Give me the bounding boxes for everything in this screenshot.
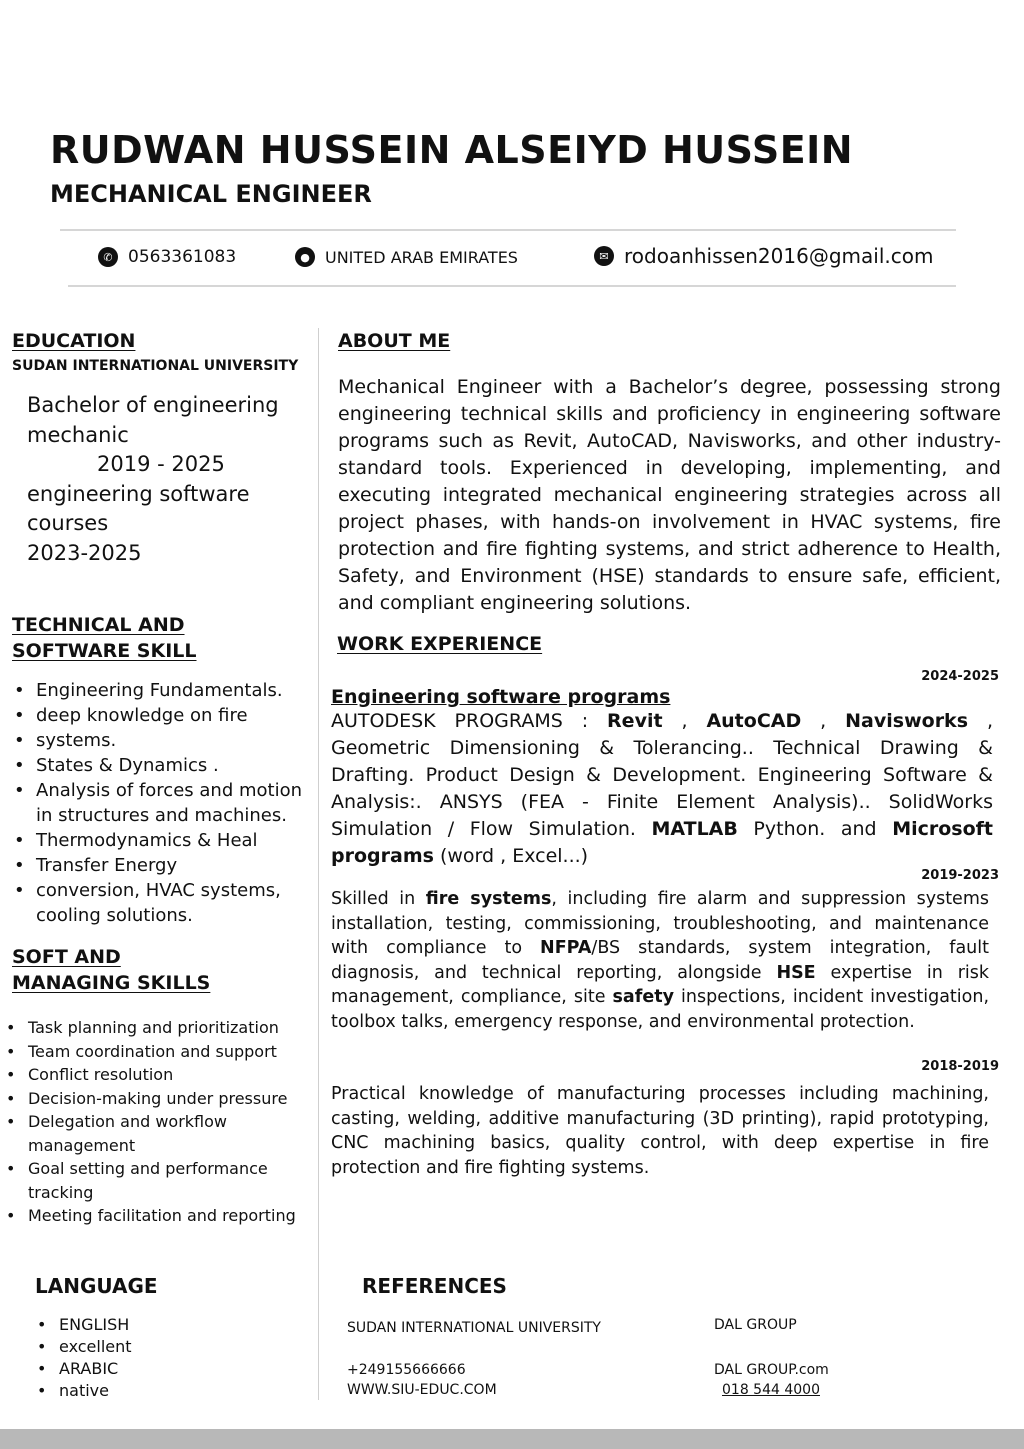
- description-text: Python. and: [737, 818, 893, 840]
- column-divider: [318, 328, 319, 1400]
- description-text: inspections, incident investigation, toolbox talks, emergency response, and environmental protection.: [331, 987, 990, 1032]
- education-heading: EDUCATION: [12, 330, 136, 352]
- location-text: UNITED ARAB EMIRATES: [325, 247, 518, 267]
- language-item: • ENGLISH: [35, 1314, 295, 1336]
- description-text: ,: [801, 710, 846, 732]
- work-heading: [337, 633, 542, 655]
- language-item: • excellent: [35, 1336, 295, 1358]
- bold-keyword: HSE: [776, 962, 816, 983]
- skill-item: • Task planning and prioritization: [4, 1016, 312, 1040]
- language-item: • native: [35, 1380, 295, 1402]
- skill-item: • Delegation and workflow management: [4, 1110, 312, 1157]
- divider: [60, 229, 956, 231]
- entry-title: Engineering software programs: [331, 686, 671, 708]
- references-heading: REFERENCES: [362, 1274, 507, 1298]
- reference-website[interactable]: WWW.SIU-EDUC.COM: [347, 1382, 497, 1398]
- bold-keyword: fire systems: [425, 889, 552, 909]
- about-text: Mechanical Engineer with a Bachelor’s degree, possessing strong engineering technical skills and proficiency in engineering software programs such as Revit, AutoCAD, Navisworks, and other industry-standard tools. Experienced in developing, implementing, and executing integrated mechanical engineering strategies across all project phases, with hands-on involvement in HVAC systems, fire protection and fire fighting systems, and strict adherence to Health, Safety, and Environment (HSE) standards to ensure safe, efficient, and compliant engineering solutions.: [338, 376, 1001, 614]
- heading-line: TECHNICAL AND: [12, 614, 185, 636]
- skill-item: • Conflict resolution: [4, 1063, 312, 1087]
- divider: [68, 285, 956, 287]
- soft-heading: [12, 944, 312, 996]
- phone-text: 0563361083: [128, 247, 237, 267]
- entry-years: 2019-2023: [921, 868, 999, 883]
- skill-item: • systems.: [12, 728, 312, 753]
- references-section: [362, 1274, 962, 1298]
- bold-keyword: Navisworks: [845, 710, 969, 732]
- reference-dal-group: [714, 1315, 829, 1400]
- bold-keyword: MATLAB: [651, 818, 738, 840]
- candidate-name: RUDWAN HUSSEIN ALSEIYD HUSSEIN: [50, 128, 854, 172]
- work-entry: [331, 669, 999, 870]
- entry-years: 2024-2025: [921, 669, 999, 684]
- description-text: Practical knowledge of manufacturing processes including machining, casting, welding, additive manufacturing (3D printing), rapid prototyping, CNC machining basics, quality control, with deep expertise in fire protection and fire fighting systems.: [331, 1084, 989, 1178]
- reference-name: SUDAN INTERNATIONAL UNIVERSITY: [347, 1320, 601, 1336]
- degree-line: Bachelor of engineering: [27, 393, 279, 417]
- description-text: , Geometric Dimensioning & Tolerancing.. Technical Drawing & Drafting. Product Design & Development. Engineering Software & Analysis:. ANSYS (FEA - Finite Element Analysis).. SolidWorks Simulation / Flow Simulation.: [331, 710, 993, 840]
- description-text: ,: [662, 710, 707, 732]
- entry-description: [331, 708, 993, 870]
- course-line: courses: [27, 511, 109, 535]
- reference-university: [347, 1318, 601, 1400]
- technical-heading: [12, 612, 312, 664]
- reference-phone[interactable]: 018 544 4000: [722, 1382, 820, 1398]
- phone-icon: ✆: [98, 247, 118, 267]
- contact-phone: [98, 247, 236, 267]
- skill-item: • States & Dynamics .: [12, 753, 312, 778]
- degree-line: mechanic: [27, 422, 129, 447]
- soft-skills-section: [12, 944, 312, 1228]
- technical-skills-section: [12, 612, 312, 928]
- description-text: (word , Excel...): [433, 845, 589, 867]
- bold-keyword: Revit: [607, 710, 663, 732]
- skill-item: • Goal setting and performance tracking: [4, 1157, 312, 1204]
- degree-years: 2019 - 2025: [97, 452, 225, 476]
- about-section: [338, 330, 1001, 617]
- skill-item: • Thermodynamics & Heal: [12, 828, 312, 853]
- bold-keyword: NFPA: [540, 938, 592, 958]
- university-name: SUDAN INTERNATIONAL UNIVERSITY: [12, 358, 299, 374]
- bold-keyword: Microsoft programs: [331, 818, 994, 867]
- description-text: /BS standards, system integration, fault diagnosis, and technical reporting, alongside: [331, 938, 989, 983]
- about-heading: ABOUT ME: [338, 330, 451, 352]
- heading-line: MANAGING SKILLS: [12, 972, 211, 994]
- skill-item: • Team coordination and support: [4, 1040, 312, 1064]
- contact-location: [295, 247, 518, 267]
- heading-line: SOFT AND: [12, 946, 121, 968]
- course-line: engineering software: [27, 481, 250, 506]
- entry-years: 2018-2019: [921, 1059, 999, 1074]
- skill-item: • Engineering Fundamentals.: [12, 678, 312, 703]
- job-title: MECHANICAL ENGINEER: [50, 180, 372, 208]
- reference-website[interactable]: DAL GROUP.com: [714, 1362, 829, 1378]
- work-heading-text: WORK EXPERIENCE: [337, 633, 543, 655]
- language-item: • ARABIC: [35, 1358, 295, 1380]
- skill-item: • deep knowledge on fire: [12, 703, 312, 728]
- description-text: AUTODESK PROGRAMS :: [331, 710, 608, 732]
- envelope-icon: ✉: [594, 246, 614, 266]
- bold-keyword: safety: [612, 987, 674, 1007]
- location-pin-icon: ●: [295, 247, 315, 267]
- description-text: , including fire alarm and suppression systems installation, testing, commissioning, troubleshooting, and maintenance with compliance to: [331, 889, 989, 958]
- heading-line: SOFTWARE SKILL: [12, 640, 197, 662]
- entry-description: [331, 887, 989, 1034]
- skill-item: • Transfer Energy: [12, 853, 312, 878]
- reference-phone: +249155666666: [347, 1362, 466, 1378]
- reference-name: DAL GROUP: [714, 1317, 797, 1333]
- skill-item: • Meeting facilitation and reporting: [4, 1204, 312, 1228]
- language-section: [35, 1274, 295, 1402]
- entry-description: [331, 1082, 989, 1180]
- skill-item: • Decision-making under pressure: [4, 1087, 312, 1111]
- education-section: [12, 330, 312, 568]
- work-entry: [331, 868, 999, 1034]
- bold-keyword: AutoCAD: [706, 710, 802, 732]
- course-years: 2023-2025: [27, 540, 142, 565]
- skill-item: • Analysis of forces and motion in structures and machines.: [12, 778, 312, 828]
- description-text: expertise in risk management, compliance, site: [331, 962, 990, 1007]
- email-link[interactable]: rodoanhissen2016@gmail.com: [624, 244, 934, 268]
- work-entry: [331, 1059, 999, 1180]
- language-heading: LANGUAGE: [35, 1274, 158, 1298]
- page-bottom-band: [0, 1429, 1024, 1449]
- skill-item: • conversion, HVAC systems, cooling solutions.: [12, 878, 312, 928]
- contact-email: [594, 244, 933, 268]
- description-text: Skilled in: [331, 889, 426, 909]
